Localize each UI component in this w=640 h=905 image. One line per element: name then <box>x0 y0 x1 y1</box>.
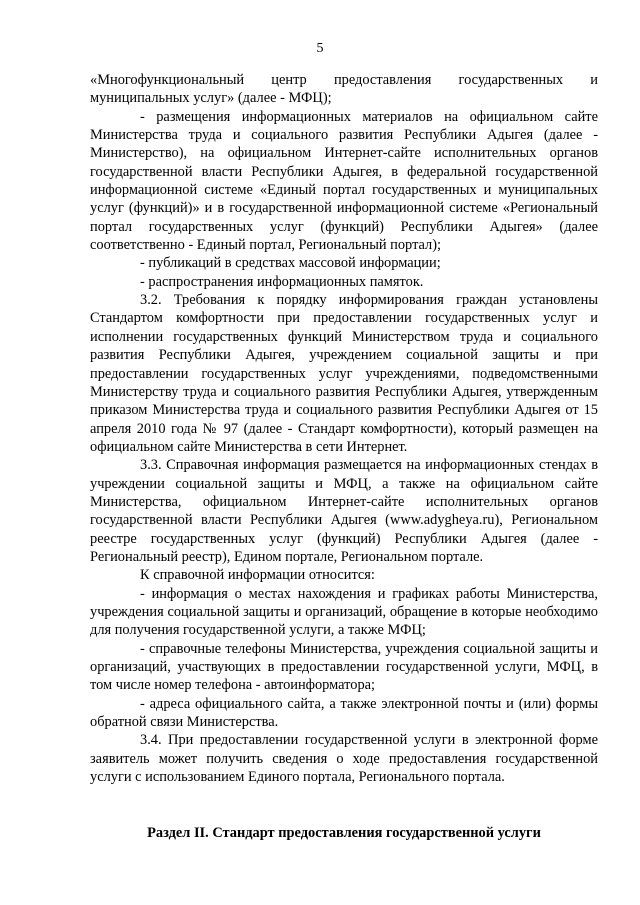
paragraph-3-4: 3.4. При предоставлении государственной услуги в электронной форме заявитель может получить сведения о ходе предоставления государственной услуги с использованием Единого портала, Регионального портала. <box>90 732 598 786</box>
paragraph-media-publications: - публикаций в средствах массовой информации; <box>140 255 441 272</box>
paragraph-website-email: - адреса официального сайта, а также электронной почты и (или) формы обратной связи Министерства. <box>90 695 598 731</box>
paragraph-mfc-definition: «Многофункциональный центр предоставления государственных и муниципальных услуг» (далее - МФЦ); <box>90 72 598 107</box>
body-text <box>90 71 598 786</box>
paragraph-reference-info-intro: К справочной информации относится: <box>140 567 375 584</box>
paragraph-website-placement: - размещения информационных материалов на официальном сайте Министерства труда и социального развития Республики Адыгея (далее - Министерство), на официальном Интернет-сайте исполнительных органов государственной власти Республики Адыгея, в федеральной государственной информационной системе «Единый портал государственных и муниципальных услуг (функций)» и в государственной информационной системе «Региональный портал государственных услуг (функций) Республики Адыгея» (далее соответственно - Единый портал, Региональный портал); <box>90 108 598 254</box>
paragraph-info-leaflets: - распространения информационных памяток. <box>140 273 424 290</box>
page-number: 5 <box>316 41 324 56</box>
paragraph-3-2: 3.2. Требования к порядку информирования граждан установлены Стандартом комфортности при предоставлении государственных услуг и исполнении государственных функций Министерством труда и социального развития Республики Адыгея, учреждением социальной защиты и при предоставлении государственных услуг учреждениями, подведомственными Министерству труда и социального развития Республики Адыгея, утвержденным приказом Министерства труда и социального развития Республики Адыгея от 15 апреля 2010 года № 97 (далее - Стандарт комфортности), который размещен на официальном сайте Министерства в сети Интернет. <box>90 292 598 455</box>
section-heading: Раздел II. Стандарт предоставления государственной услуги <box>147 825 541 841</box>
paragraph-3-3: 3.3. Справочная информация размещается на информационных стендах в учреждении социальной защиты и МФЦ, а также на официальном сайте Министерства, официальном Интернет-сайте исполнительных органов государственной власти Республики Адыгея (www.adygheya.ru), Региональном реестре государственных услуг (функций) Республики Адыгея (далее - Региональный реестр), Едином портале, Региональном портале. <box>90 457 598 565</box>
paragraph-phone-numbers: - справочные телефоны Министерства, учреждения социальной защиты и организаций, участвующих в предоставлении государственной услуги, МФЦ, в том числе номер телефона - автоинформатора; <box>90 640 598 694</box>
paragraph-locations-schedules: - информация о местах нахождения и графиках работы Министерства, учреждения социальной защиты и организаций, обращение в которые необходимо для получения государственной услуги, а также МФЦ; <box>90 585 598 639</box>
